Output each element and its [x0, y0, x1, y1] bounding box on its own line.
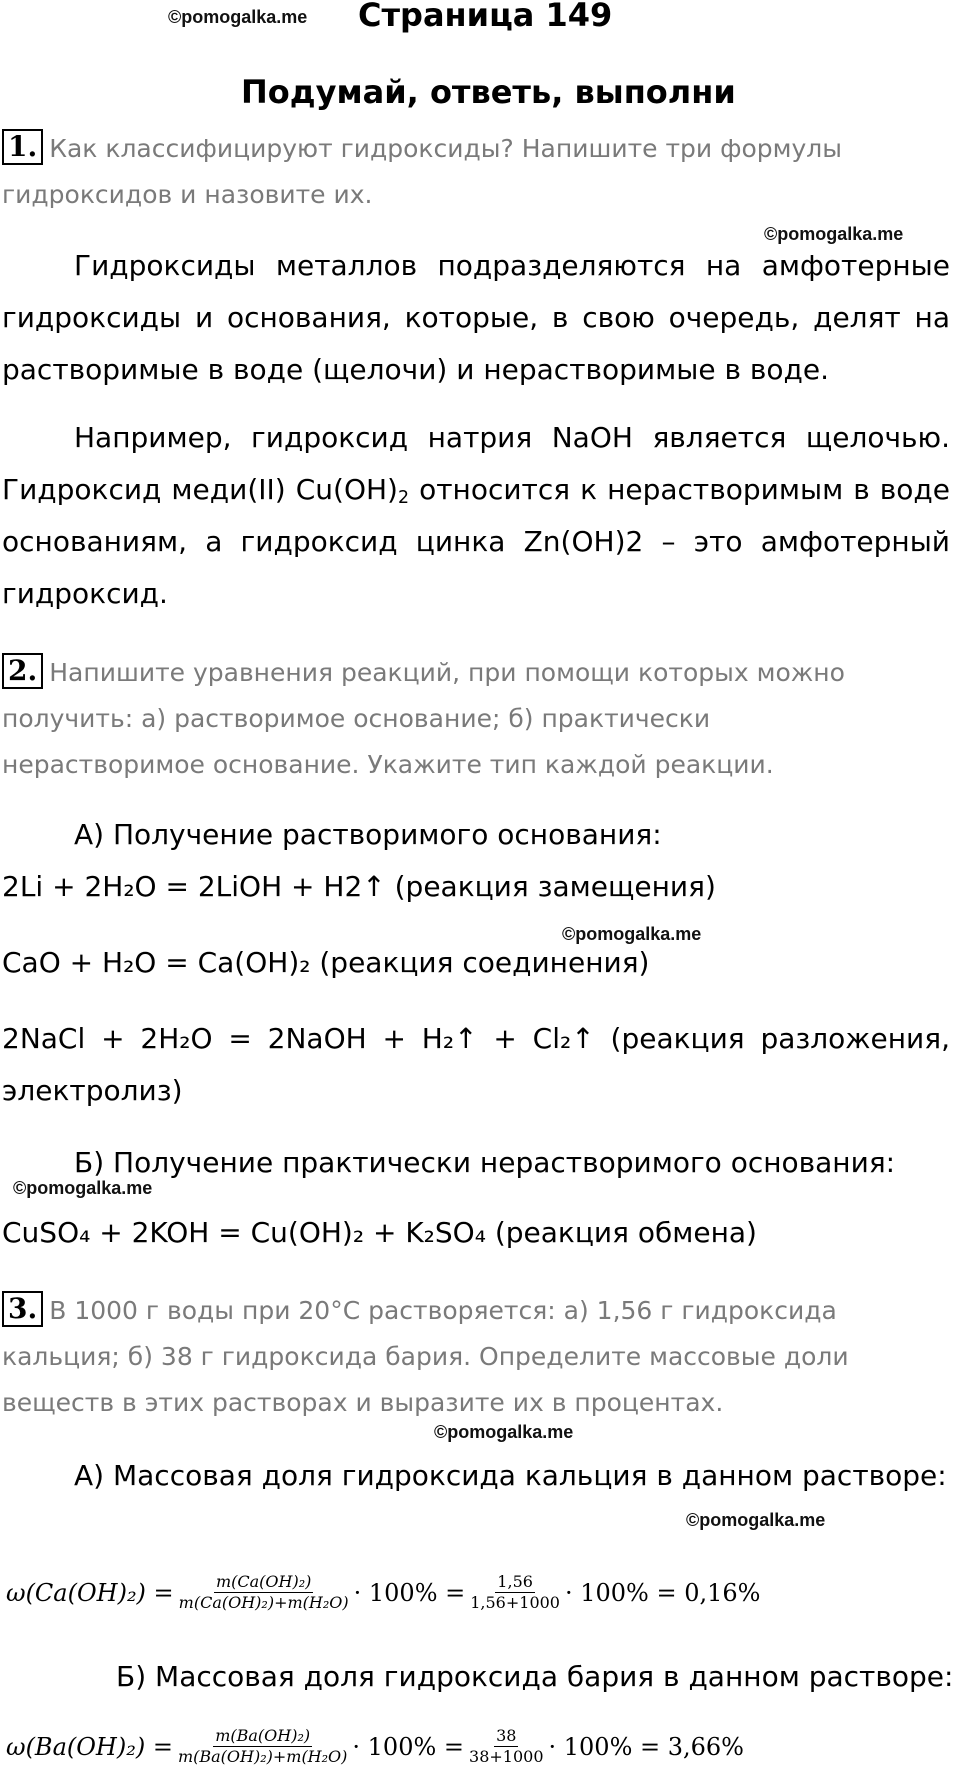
formula-a-fraction2: [468, 1572, 562, 1613]
task3-question: [2, 1288, 849, 1426]
formula-b-lhs: ω(Ba(OH)₂) =: [6, 1732, 173, 1761]
task3-heading-a: [2, 1450, 950, 1502]
task1-paragraph1: [2, 240, 950, 396]
formula-b-numerator2: 38: [496, 1726, 517, 1745]
task2-question: [2, 650, 845, 788]
task3-question-line3: веществ в этих растворах и выразите их в процентах.: [2, 1388, 724, 1417]
task2-eq1: 2Li + 2H₂O = 2LiOH + H2↑ (реакция замещения): [2, 870, 716, 903]
formula-b-numerator: m(Ba(OH)₂): [215, 1726, 311, 1745]
formula-barium: [6, 1726, 744, 1767]
task2-eq3: 2NaCl + 2H₂O = 2NaOH + H₂↑ + Cl₂↑ (реакция разложения, электролиз): [2, 1022, 950, 1107]
formula-a-numerator2: 1,56: [497, 1572, 533, 1591]
task1-paragraph1-text: Гидроксиды металлов подразделяются на амфотерные гидроксиды и основания, которые, в свою очередь, делят на растворимые в воде (щелочи) и нерастворимые в воде.: [2, 249, 950, 386]
task3-number: 3.: [2, 1291, 43, 1327]
task3-question-line1: В 1000 г воды при 20°C растворяется: а) 1,56 г гидроксида: [49, 1296, 837, 1325]
formula-b-fraction1: [176, 1726, 349, 1767]
watermark: ©pomogalka.me: [562, 924, 702, 944]
watermark: ©pomogalka.me: [764, 224, 904, 244]
task1-paragraph2-before: Например, гидроксид натрия NaOH является щелочью. Гидроксид меди(II) Cu(OH): [2, 421, 950, 506]
formula-b-denominator2: 38+1000: [469, 1747, 544, 1766]
watermark: ©pomogalka.me: [13, 1178, 153, 1198]
task3-question-line2: кальция; б) 38 г гидроксида бария. Определите массовые доли: [2, 1342, 849, 1371]
task1-question-line1: Как классифицируют гидроксиды? Напишите три формулы: [49, 134, 843, 163]
task2-question-line1: Напишите уравнения реакций, при помощи которых можно: [49, 658, 845, 687]
task2-eq2: CaO + H₂O = Ca(OH)₂ (реакция соединения): [2, 946, 650, 979]
formula-b-mid: · 100% =: [352, 1732, 465, 1761]
formula-a-mid: · 100% =: [353, 1578, 466, 1607]
formula-a-denominator: m(Ca(OH)₂)+m(H₂O): [178, 1593, 349, 1612]
formula-a-fraction1: [177, 1572, 351, 1613]
formula-b-result: · 100% = 3,66%: [548, 1732, 744, 1761]
formula-a-result: · 100% = 0,16%: [564, 1578, 761, 1607]
formula-b-denominator: m(Ba(OH)₂)+m(H₂O): [177, 1747, 348, 1766]
task2-eq4: CuSO₄ + 2KOH = Cu(OH)₂ + K₂SO₄ (реакция обмена): [2, 1216, 757, 1249]
task1-paragraph2: [2, 412, 950, 620]
watermark: ©pomogalka.me: [168, 7, 308, 27]
section-title: Подумай, ответь, выполни: [241, 73, 736, 111]
task1-paragraph2-sub: 2: [397, 487, 410, 508]
watermark: ©pomogalka.me: [686, 1510, 826, 1530]
task3-heading-a-text: А) Массовая доля гидроксида кальция в данном растворе:: [74, 1459, 947, 1492]
task3-heading-b: Б) Массовая доля гидроксида бария в данном растворе:: [116, 1660, 954, 1693]
formula-a-denominator2: 1,56+1000: [470, 1593, 560, 1612]
task2-question-line3: нерастворимое основание. Укажите тип каждой реакции.: [2, 750, 774, 779]
task2-heading-a: А) Получение растворимого основания:: [74, 818, 662, 851]
task1-question-line2: гидроксидов и назовите их.: [2, 180, 373, 209]
formula-calcium: [6, 1572, 760, 1613]
task2-number: 2.: [2, 653, 43, 689]
task2-question-line2: получить: а) растворимое основание; б) практически: [2, 704, 711, 733]
task2-heading-b: Б) Получение практически нерастворимого основания:: [74, 1146, 896, 1179]
task1-question: [2, 126, 842, 218]
formula-a-numerator: m(Ca(OH)₂): [215, 1572, 312, 1591]
page-title: Страница 149: [358, 0, 613, 34]
task1-number: 1.: [2, 129, 43, 165]
formula-b-fraction2: [467, 1726, 545, 1767]
task1-paragraph2-after: относится к нерастворимым в воде основаниям, а гидроксид цинка Zn(OH)2 – это амфотерный гидроксид.: [2, 473, 950, 610]
watermark: ©pomogalka.me: [434, 1422, 574, 1442]
formula-a-lhs: ω(Ca(OH)₂) =: [6, 1578, 174, 1607]
